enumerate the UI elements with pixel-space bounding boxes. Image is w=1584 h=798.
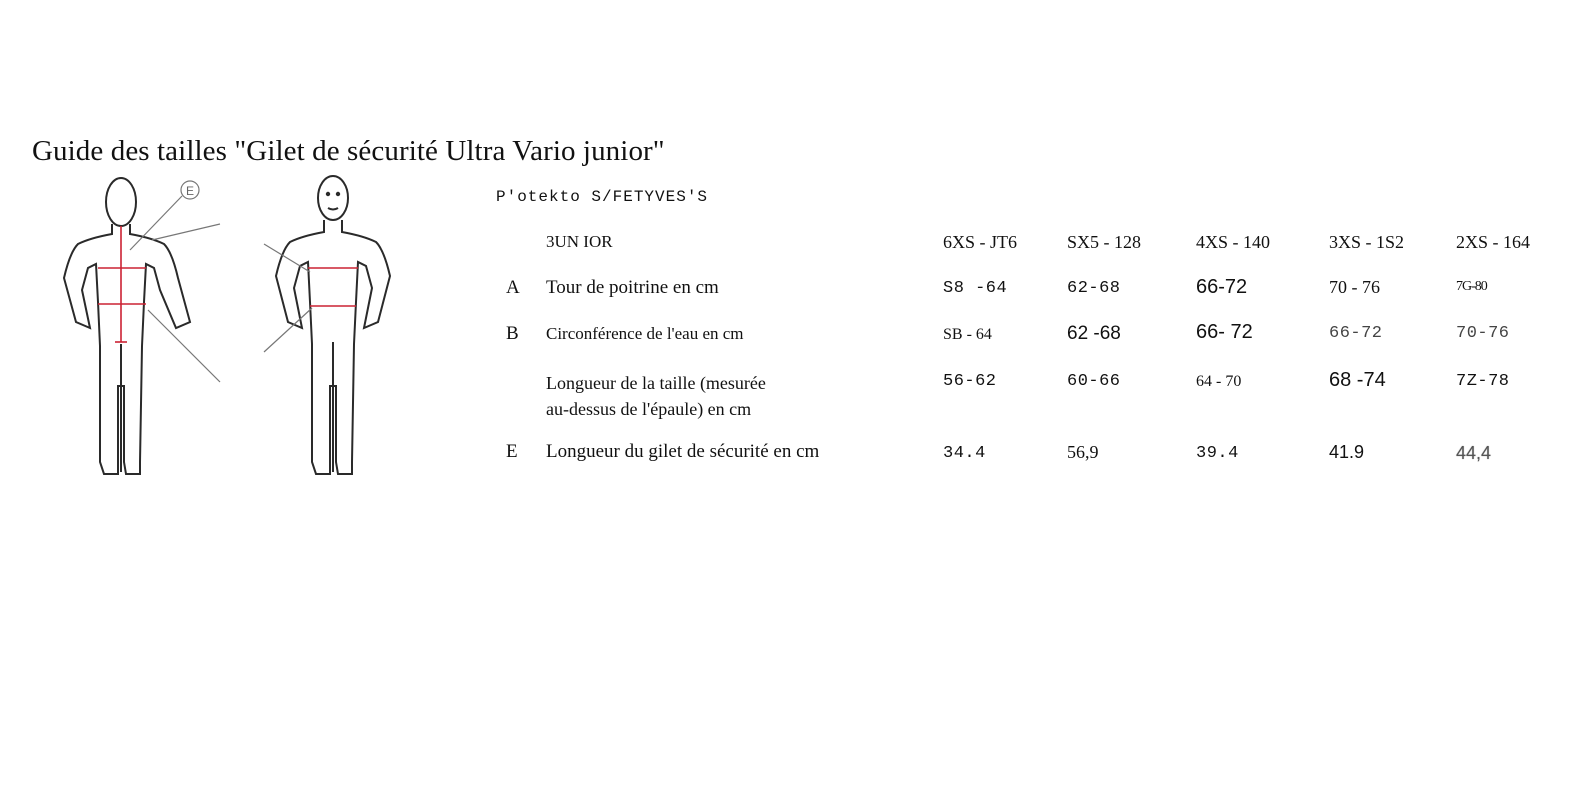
row-value: 64 - 70 [1196, 373, 1242, 390]
header-label: 3UN IOR [546, 232, 613, 251]
row-value: SB - 64 [943, 326, 992, 343]
row-value: 62-68 [1067, 279, 1121, 298]
row-value: 7Z-78 [1456, 372, 1510, 391]
row-value: S8 -64 [943, 279, 1008, 298]
row-label: Tour de poitrine en cm [546, 277, 719, 298]
row-label-line1: Longueur de la taille (mesurée [546, 373, 766, 393]
row-value: 70-76 [1456, 324, 1510, 343]
row-value: 34.4 [943, 444, 986, 463]
row-value: 70 - 76 [1329, 277, 1380, 297]
row-label: Circonférence de l'eau en cm [546, 324, 744, 343]
size-header: 4XS - 140 [1196, 232, 1271, 252]
row-label [546, 370, 766, 422]
row-value: 44,4 [1456, 443, 1492, 463]
row-value: 66-72 [1329, 324, 1383, 343]
row-label: Longueur du gilet de sécurité en cm [546, 441, 820, 462]
size-header: 3XS - 1S2 [1329, 232, 1405, 252]
body-measurement-figures [60, 172, 400, 482]
row-value: 68 -74 [1329, 369, 1386, 391]
row-value: 56,9 [1067, 442, 1099, 462]
size-header: SX5 - 128 [1067, 232, 1142, 252]
row-value: 56-62 [943, 372, 997, 391]
row-value: 62 -68 [1067, 323, 1121, 344]
page-title: Guide des tailles "Gilet de sécurité Ultra Vario junior" [32, 135, 665, 168]
row-value: 7G-80 [1456, 279, 1487, 294]
size-header: 6XS - JT6 [943, 232, 1018, 252]
row-value: 60-66 [1067, 372, 1121, 391]
row-letter: A [506, 277, 520, 298]
row-letter: B [506, 323, 519, 344]
row-value: 39.4 [1196, 444, 1239, 463]
row-label-line2: au-dessus de l'épaule) en cm [546, 399, 752, 419]
row-value: 66-72 [1196, 276, 1248, 298]
row-letter: E [506, 441, 518, 462]
row-value: 41.9 [1329, 442, 1365, 462]
size-header: 2XS - 164 [1456, 232, 1531, 252]
brand-line: P'otekto S/FETYVES'S [496, 188, 709, 206]
body-diagram [60, 172, 400, 482]
figure-back-view [64, 178, 190, 474]
row-value: 66- 72 [1196, 321, 1253, 343]
marker-label-e: E [185, 184, 195, 198]
